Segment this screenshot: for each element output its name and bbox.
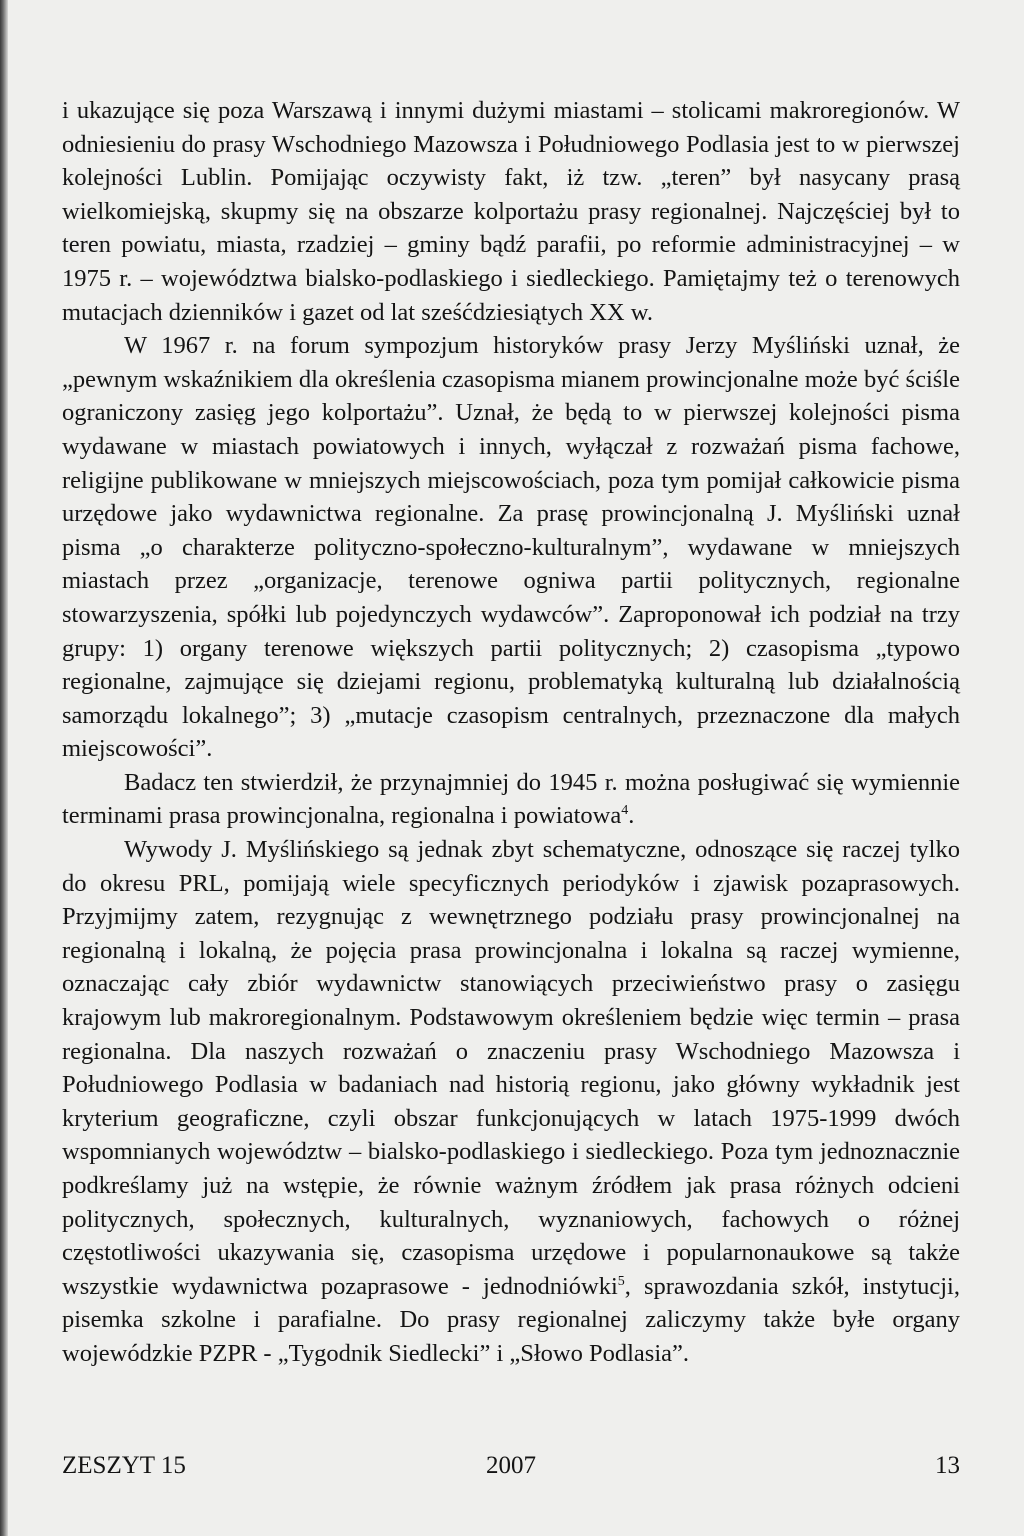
paragraph-text: W 1967 r. na forum sympozjum historyków prasy Jerzy Myśliński uznał, że „pewnym wskaźnikiem dla określenia czasopisma mianem prowincjonalne może być ściśle ograniczony zasięg jego kolportażu”. Uznał, że będą to w pierwszej kolejności pisma wydawane w miastach powiatowych i innych, wyłączał z rozważań pisma fachowe, religijne publikowane w mniejszych miejscowościach, poza tym pomijał całkowicie pisma urzędowe jako wydawnictwa regionalne. Za prasę prowincjonalną J. Myśliński uznał pisma „o charakterze polityczno-społeczno-kulturalnym”, wydawane w mniejszych miastach przez „organizacje, terenowe ogniwa partii politycznych, regionalne stowarzyszenia, spółki lub pojedynczych wydawców”. Zaproponował ich podział na trzy grupy: 1) organy terenowe większych partii politycznych; 2) czasopisma „typowo regionalne, zajmujące się dziejami regionu, problematyką kulturalną lub działalnością samorządu lokalnego”; 3) „mutacje czasopism centralnych, przeznaczone dla małych miejscowości”. <box>62 332 960 763</box>
page-number: 13 <box>935 1452 960 1479</box>
paragraph-text: , sprawozdania szkół, instytucji, pisemka szkolne i parafialne. Do prasy regionalnej zaliczymy także byłe organy wojewódzkie PZPR - „Tygodnik Siedlecki” i „Słowo Podlasia”. <box>62 1272 960 1367</box>
paragraph-text: Wywody J. Myślińskiego są jednak zbyt schematyczne, odnoszące się raczej tylko do okresu PRL, pomijają wiele specyficznych periodyków i zjawisk pozaprasowych. Przyjmijmy zatem, rezygnując z wewnętrznego podziału prasy prowincjonalnej na regionalną i lokalną, że pojęcia prasa prowincjonalna i lokalna są raczej wymienne, oznaczając cały zbiór wydawnictw stanowiących przeciwieństwo prasy o zasięgu krajowym lub makroregionalnym. Podstawowym określeniem będzie więc termin – prasa regionalna. Dla naszych rozważań o znaczeniu prasy Wschodniego Mazowsza i Południowego Podlasia w badaniach nad historią regionu, jako główny wykładnik jest kryterium geograficzne, czyli obszar funkcjonujących w latach 1975-1999 dwóch wspomnianych województw – bialsko-podlaskiego i siedleckiego. Poza tym jednoznacznie podkreślamy już na wstępie, że równie ważnym źródłem jak prasa różnych odcieni politycznych, społecznych, kulturalnych, wyznaniowych, fachowych o różnej częstotliwości ukazywania się, czasopisma urzędowe i popularnonaukowe są także wszystkie wydawnictwa pozaprasowe - jednodniówki <box>62 836 960 1300</box>
journal-issue: ZESZYT 15 <box>62 1452 186 1479</box>
paragraph-3 <box>62 766 960 833</box>
footnote-marker-4[interactable]: 4 <box>621 803 629 819</box>
paragraph-text: Badacz ten stwierdził, że przynajmniej do 1945 r. można posługiwać się wymiennie terminami prasa prowincjonalna, regionalna i powiatowa <box>62 768 960 830</box>
body-text <box>62 94 960 1371</box>
publication-year: 2007 <box>486 1452 536 1479</box>
page-footer <box>62 1452 960 1486</box>
paragraph-4 <box>62 833 960 1371</box>
footnote-marker-5[interactable]: 5 <box>617 1273 625 1289</box>
paragraph-2 <box>62 329 960 766</box>
paragraph-1 <box>62 94 960 329</box>
paragraph-text: . <box>628 802 635 830</box>
page-edge-shadow <box>0 0 8 1536</box>
paragraph-text: i ukazujące się poza Warszawą i innymi dużymi miastami – stolicami makroregionów. W odniesieniu do prasy Wschodniego Mazowsza i Południowego Podlasia jest to w pierwszej kolejności Lublin. Pomijając oczywisty fakt, iż tzw. „teren” był nasycany prasą wielkomiejską, skupmy się na obszarze kolportażu prasy regionalnej. Najczęściej był to teren powiatu, miasta, rzadziej – gminy bądź parafii, po reformie administracyjnej – w 1975 r. – województwa bialsko-podlaskiego i siedleckiego. Pamiętajmy też o terenowych mutacjach dzienników i gazet od lat sześćdziesiątych XX w. <box>62 97 960 326</box>
